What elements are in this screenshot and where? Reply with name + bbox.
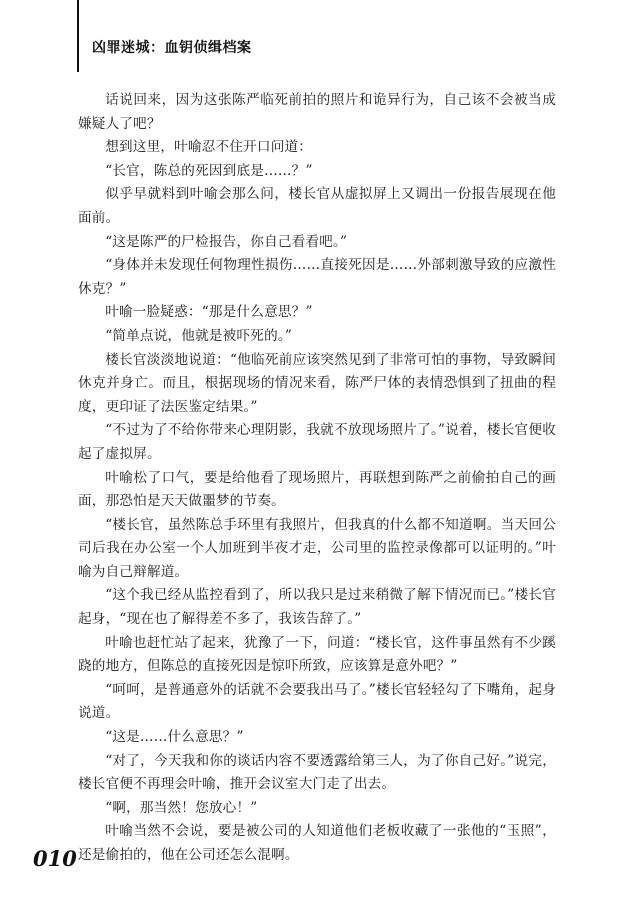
paragraph: “啊，那当然！您放心！”	[105, 799, 258, 816]
paragraph: “这是陈严的尸检报告，你自己看看吧。”	[105, 233, 348, 250]
running-head: 凶罪迷城：血钥侦缉档案	[92, 40, 252, 56]
paragraph: “楼长官，虽然陈总手环里有我照片，但我真的什么都不知道啊。当天回公司后我在办公室一个人加班到半夜才走，公司里的监控录像都可以证明的。”叶喻为自己辩解道。	[78, 516, 556, 580]
paragraph: “简单点说，他就是被吓死的。”	[105, 327, 293, 344]
paragraph: 想到这里，叶喻忍不住开口问道：	[105, 139, 313, 156]
paragraph: 似乎早就料到叶喻会那么问，楼长官从虚拟屏上又调出一份报告展现在他面前。	[78, 186, 556, 226]
paragraph: 叶喻一脸疑惑：“那是什么意思？”	[105, 304, 313, 321]
paragraph: 楼长官淡淡地说道：“他临死前应该突然见到了非常可怕的事物，导致瞬间休克并身亡。而且，根据现场的情况来看，陈严尸体的表情恐惧到了扭曲的程度，更印证了法医鉴定结果。”	[78, 351, 556, 415]
paragraph: “对了，今天我和你的谈话内容不要透露给第三人，为了你自己好。”说完，楼长官便不再理会叶喻，推开会议室大门走了出去。	[78, 752, 556, 793]
paragraph: 叶喻当然不会说，要是被公司的人知道他们老板收藏了一张他的“玉照”，还是偷拍的，他在公司还怎么混啊。	[78, 823, 556, 863]
paragraph: “这个我已经从监控看到了，所以我只是过来稍微了解下情况而已。”楼长官起身，“现在也了解得差不多了，我该告辞了。”	[78, 587, 556, 628]
paragraph: “长官，陈总的死因到底是……？”	[105, 162, 313, 179]
paragraph: “身体并未发现任何物理性损伤……直接死因是……外部刺激导致的应激性休克？”	[78, 257, 556, 297]
paragraph: “这是……什么意思？”	[105, 729, 244, 746]
paragraph: 叶喻松了口气，要是给他看了现场照片，再联想到陈严之前偷拍自己的画面，那恐怕是天天做噩梦的节奏。	[78, 469, 556, 510]
paragraph: 叶喻也赶忙站了起来，犹豫了一下，问道：“楼长官，这件事虽然有不少蹊跷的地方，但陈总的直接死因是惊吓所致，应该算是意外吧？”	[78, 634, 556, 675]
paragraph: “不过为了不给你带来心理阴影，我就不放现场照片了。”说着，楼长官便收起了虚拟屏。	[78, 422, 556, 462]
paragraph: “呵呵，是普通意外的话就不会要我出马了。”楼长官轻轻勾了下嘴角，起身说道。	[78, 681, 556, 722]
header-rule	[77, 0, 79, 72]
body-text	[78, 89, 556, 868]
paragraph: 话说回来，因为这张陈严临死前拍的照片和诡异行为，自己该不会被当成嫌疑人了吧？	[78, 92, 556, 132]
page-number: 010	[33, 846, 77, 871]
